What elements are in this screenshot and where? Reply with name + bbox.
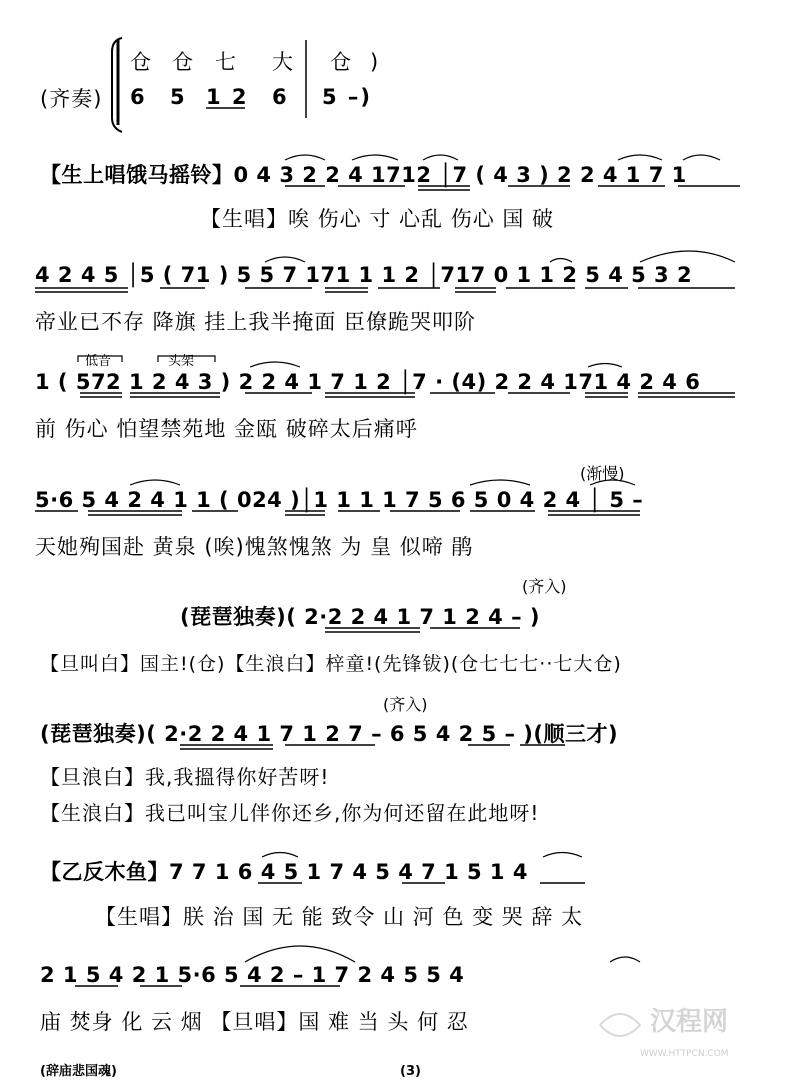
footer-title: (辞庙悲国魂) xyxy=(40,1064,117,1079)
intro-perc-1: 仓 xyxy=(130,50,152,74)
row2-notes: 4 2 4 5 │5 ( 71 ) 5 5 7 171 1 1 2 │717 0 1 1 2 5 4 5 3 2 xyxy=(35,263,693,287)
row10-lyrics: 【生唱】朕 治 国 无 能 致令 山 河 色 变 哭 辞 太 xyxy=(95,905,584,929)
watermark-url: WWW.HTTPCN.COM xyxy=(640,1049,729,1059)
row5-cue: (齐入) xyxy=(522,577,567,596)
row8-dialogue: 【旦浪白】我,我搵得你好苦呀! xyxy=(40,765,330,789)
row9-dialogue: 【生浪白】我已叫宝儿伴你还乡,你为何还留在此地呀! xyxy=(40,801,540,825)
row4-notes: 5·6 5 4 2 4 1 1 ( 024 )│1 1 1 1 7 5 6 5 0 4 2 4 │ 5 – xyxy=(35,488,644,512)
row2-lyrics: 帝业已不存 降旗 挂上我半掩面 臣僚跪哭叩阶 xyxy=(35,310,477,334)
row4-lyrics: 天她殉国赴 黄泉 (唉)愧煞愧煞 为 皇 似啼 鹃 xyxy=(35,535,474,559)
intro-note-3: 1 2 xyxy=(206,85,249,109)
intro-label: (齐奏) xyxy=(40,87,103,111)
row10-notes: 【乙反木鱼】7 7 1 6 4 5 1 7 4 5 4 7 1 5 1 4 xyxy=(40,860,528,884)
row3-mark-bass: 低音 xyxy=(85,354,112,369)
row3-lyrics: 前 伤心 怕望禁苑地 金瓯 破碎太后痛呼 xyxy=(35,417,418,441)
intro-note-4: 6 xyxy=(272,85,289,109)
row11-notes: 2 1 5 4 2 1 5·6 5 4 2 – 1 7 2 4 5 5 4 xyxy=(40,963,465,987)
intro-note-5: 5 –) xyxy=(322,85,373,109)
watermark-logo: 汉程网 xyxy=(650,1007,729,1037)
row11-lyrics: 庙 焚身 化 云 烟 【旦唱】国 难 当 头 何 忍 xyxy=(40,1010,469,1034)
row5-notes: (琵琶独奏)( 2·2 2 4 1 7 1 2 4 – ) xyxy=(180,605,540,629)
row1-notes: 【生上唱饿马摇铃】0 4 3 2 2 4 1712 │7 ( 4 3 ) 2 2 4 1 7 1 xyxy=(40,163,687,187)
row6-dialogue: 【旦叫白】国主!(仓)【生浪白】梓童!(先锋钹)(仓七七七··七大仓) xyxy=(40,653,622,675)
row4-tempo: (渐慢) xyxy=(580,464,625,483)
row1-lyrics: 【生唱】唉 伤心 寸 心乱 伤心 国 破 xyxy=(200,207,555,231)
intro-note-2: 5 xyxy=(170,85,187,109)
page-number: (3) xyxy=(400,1064,421,1079)
intro-perc-6: ) xyxy=(370,50,380,74)
intro-perc-3: 七 xyxy=(215,50,237,74)
intro-perc-2: 仓 xyxy=(172,50,194,74)
row3-mark-head: 头架 xyxy=(168,354,195,369)
row7-notes: (琵琶独奏)( 2·2 2 4 1 7 1 2 7 – 6 5 4 2 5 – )(顺三才) xyxy=(40,722,619,746)
intro-perc-5: 仓 xyxy=(330,50,352,74)
row3-notes: 1 ( 572 1 2 4 3 ) 2 2 4 1 7 1 2 │7 · (4) 2 2 4 171 4 2 4 6 xyxy=(35,370,701,394)
intro-perc-4: 大 xyxy=(272,50,294,74)
row7-cue: (齐入) xyxy=(383,695,428,714)
intro-note-1: 6 xyxy=(130,85,147,109)
